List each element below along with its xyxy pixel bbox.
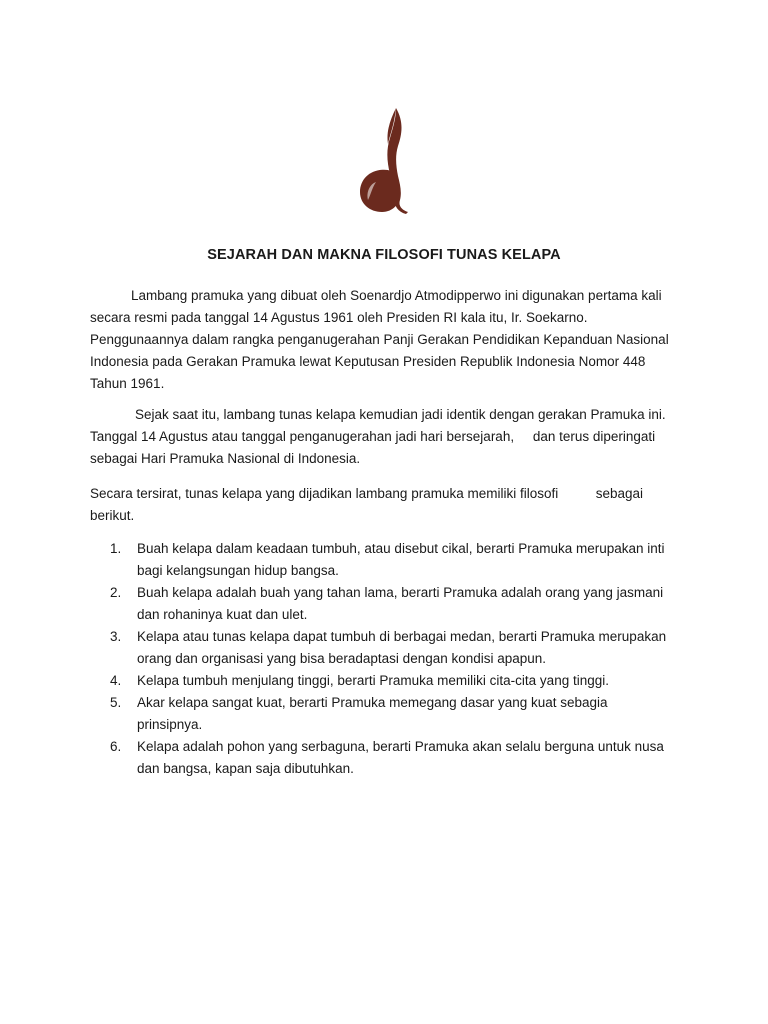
page-title: SEJARAH DAN MAKNA FILOSOFI TUNAS KELAPA: [207, 247, 561, 263]
list-item-line: Buah kelapa adalah buah yang tahan lama, berarti Pramuka adalah orang yang jasmani: [137, 585, 664, 600]
paragraph-line: berikut.: [90, 508, 135, 523]
list-item: [90, 670, 690, 692]
paragraph-line: secara resmi pada tanggal 14 Agustus 1961 oleh Presiden RI kala itu, Ir. Soekarno.: [90, 310, 588, 325]
list-item: [90, 692, 690, 736]
list-item: [90, 626, 690, 670]
paragraph-line: sebagai Hari Pramuka Nasional di Indonesia.: [90, 451, 361, 466]
paragraph-line: Lambang pramuka yang dibuat oleh Soenardjo Atmodipperwo ini digunakan pertama kali: [131, 288, 662, 303]
paragraph-line: Indonesia pada Gerakan Pramuka lewat Keputusan Presiden Republik Indonesia Nomor 448: [90, 354, 646, 369]
list-item-line: Kelapa atau tunas kelapa dapat tumbuh di berbagai medan, berarti Pramuka merupakan: [137, 629, 667, 644]
list-item-line: Buah kelapa dalam keadaan tumbuh, atau disebut cikal, berarti Pramuka merupakan inti: [137, 541, 665, 556]
paragraph-line: Secara tersirat, tunas kelapa yang dijadikan lambang pramuka memiliki filosofi sebagai: [90, 486, 644, 501]
list-item-line: Akar kelapa sangat kuat, berarti Pramuka memegang dasar yang kuat sebagia: [137, 695, 608, 710]
list-item-line: Kelapa adalah pohon yang serbaguna, berarti Pramuka akan selalu berguna untuk nusa: [137, 739, 664, 754]
list-item-line: prinsipnya.: [137, 717, 203, 732]
paragraph-1: [90, 285, 680, 395]
paragraph-2: [90, 404, 680, 470]
list-number: 3.: [110, 629, 122, 644]
paragraph-line: Tanggal 14 Agustus atau tanggal penganugerahan jadi hari bersejarah, dan terus diperingati: [90, 429, 656, 444]
list-number: 5.: [110, 695, 122, 710]
list-item: [90, 582, 690, 626]
list-item: [90, 538, 690, 582]
list-item-line: Kelapa tumbuh menjulang tinggi, berarti Pramuka memiliki cita-cita yang tinggi.: [137, 673, 609, 688]
list-item-line: dan rohaninya kuat dan ulet.: [137, 607, 308, 622]
paragraph-line: Sejak saat itu, lambang tunas kelapa kemudian jadi identik dengan gerakan Pramuka ini.: [135, 407, 666, 422]
list-item-line: dan bangsa, kapan saja dibutuhkan.: [137, 761, 354, 776]
list-item: [90, 736, 690, 780]
tunas-kelapa-logo-icon: [352, 104, 418, 216]
philosophy-list: [90, 538, 690, 780]
paragraph-line: Tahun 1961.: [90, 376, 165, 391]
paragraph-3: [90, 483, 680, 527]
list-item-line: orang dan organisasi yang bisa beradaptasi dengan kondisi apapun.: [137, 651, 547, 666]
paragraph-line: Penggunaannya dalam rangka penganugerahan Panji Gerakan Pendidikan Kepanduan Nasional: [90, 332, 669, 347]
coconut-shape: [360, 170, 400, 212]
list-number: 6.: [110, 739, 122, 754]
list-number: 4.: [110, 673, 122, 688]
list-number: 2.: [110, 585, 122, 600]
list-number: 1.: [110, 541, 122, 556]
list-item-line: bagi kelangsungan hidup bangsa.: [137, 563, 339, 578]
